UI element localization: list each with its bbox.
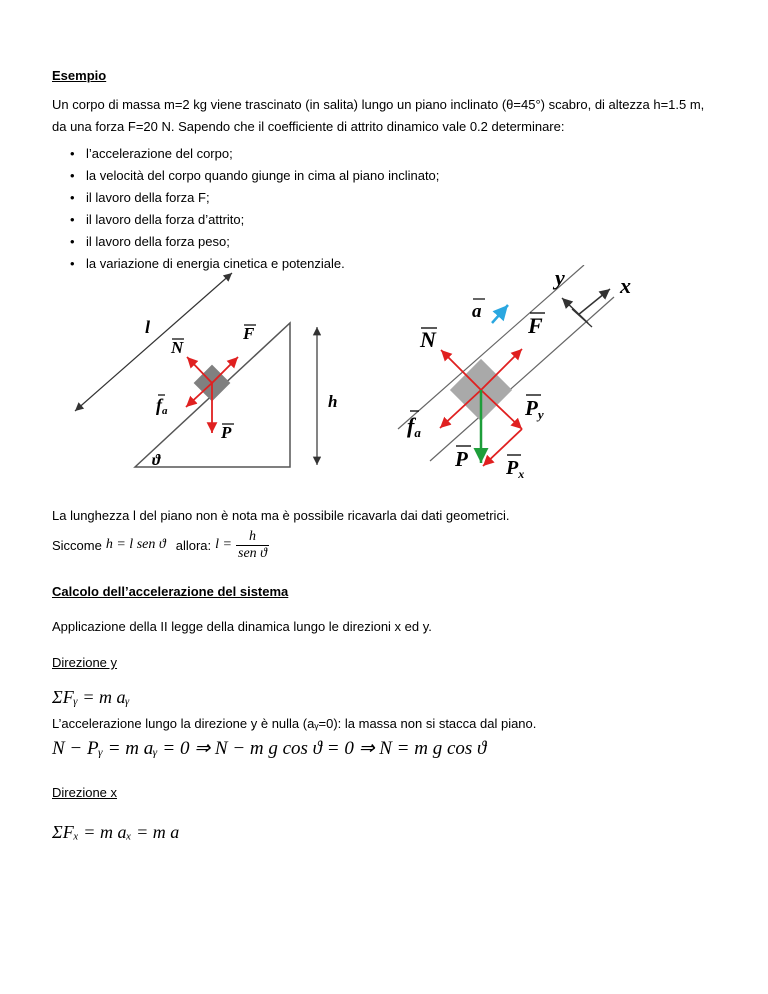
inclined-plane-diagrams [0,265,768,495]
label-axis-y: y [555,265,565,290]
label-h: h [328,392,338,411]
label-Px: $P_x$ [506,457,525,481]
label-l: l [145,317,151,337]
axis-x [578,289,610,315]
siccome-label: Siccome [52,537,102,553]
second-law-text: Applicazione della II legge della dinamica lungo le direzioni x ed y. [52,619,432,634]
label-fa: fa [407,413,421,440]
eq-l-denominator: sen ϑ [238,545,268,561]
label-a: a [472,301,482,322]
problem-line-2: da una forza F=20 N. Sapendo che il coefficiente di attrito dinamico vale 0.2 determinare: [52,119,565,134]
eq-sum-fy: ΣFᵧ = m aᵧ [52,687,130,707]
siccome-line [52,527,269,563]
right-diagram [398,265,631,481]
label-Py: Py [525,396,544,422]
allora-label: allora: [175,537,212,553]
task-item: • la velocità del corpo quando giunge in cima al piano inclinato; [70,165,439,187]
left-diagram [75,273,337,469]
eq-sum-fx: ΣFₓ = m aₓ = m a [52,822,180,842]
label-axis-x: x [620,273,631,298]
section-title: Calcolo dell’accelerazione del sistema [52,584,289,599]
ay-text: L’accelerazione lungo la direzione y è nulla (aᵧ=0): la massa non si stacca dal piano. [52,716,537,731]
direction-y-heading: Direzione y [52,655,118,670]
eq-l-numerator: h [236,529,269,546]
label-F: F [243,324,255,343]
task-list [70,143,439,275]
eq-normal-force: N − Pᵧ = m aᵧ = 0 ⇒ N − m g cos ϑ = 0 ⇒ N = m g cos ϑ [52,738,487,759]
label-P: P [455,447,468,471]
length-text: La lunghezza l del piano non è nota ma è possibile ricavarla dai dati geometrici. [52,508,510,523]
label-N: N [171,338,184,357]
task-item: • l’accelerazione del corpo; [70,143,439,165]
label-N: N [420,327,436,352]
eq-h-relation: h = l sen ϑ [105,537,166,552]
label-F: F [528,313,543,338]
problem-line-1: Un corpo di massa m=2 kg viene trascinato (in salita) lungo un piano inclinato (θ=45°) scabro, di altezza h=1.5 m, [52,97,705,112]
label-fa: fa [156,395,168,417]
label-theta: ϑ [152,452,161,469]
acceleration-arrow [492,305,508,323]
task-item: • il lavoro della forza peso; [70,231,439,253]
task-item: • il lavoro della forza d’attrito; [70,209,439,231]
eq-l-lhs: l = [215,537,232,552]
task-item: • la variazione di energia cinetica e potenziale. [70,253,439,275]
label-P: P [221,423,232,442]
direction-x-heading: Direzione x [52,785,118,800]
eq-l-fraction [236,529,269,562]
task-item: • il lavoro della forza F; [70,187,439,209]
example-heading: Esempio [52,68,107,83]
